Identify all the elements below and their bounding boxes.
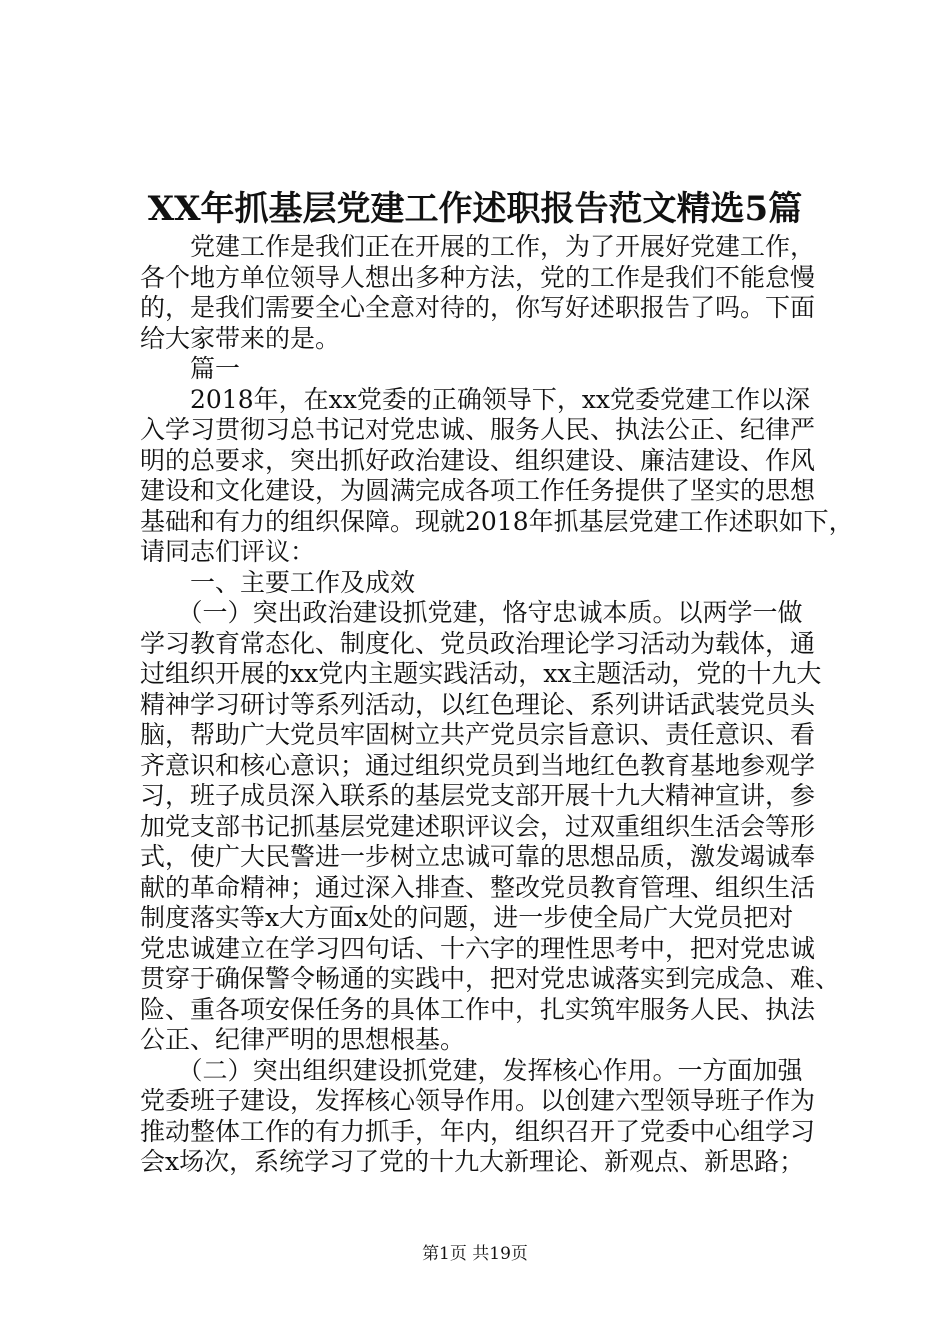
text-line: 险、重各项安保任务的具体工作中，扎实筑牢服务人民、执法: [140, 994, 816, 1024]
text-line: （二）突出组织建设抓党建，发挥核心作用。一方面加强: [140, 1055, 803, 1085]
text-line: 党忠诚建立在学习四句话、十六字的理性思考中，把对党忠诚: [140, 933, 816, 963]
text-line: 篇一: [140, 354, 241, 383]
text-line: 各个地方单位领导人想出多种方法，党的工作是我们不能怠慢: [140, 262, 816, 292]
text-line: 习，班子成员深入联系的基层党支部开展十九大精神宣讲，参: [140, 781, 816, 810]
text-line: 明的总要求，突出抓好政治建设、组织建设、廉洁建设、作风: [140, 445, 816, 475]
text-line: 过组织开展的xx党内主题实践活动，xx主题活动，党的十九大: [140, 659, 822, 688]
text-line: 加党支部书记抓基层党建述职评议会，过双重组织生活会等形: [140, 811, 816, 841]
text-line: 脑，帮助广大党员牢固树立共产党员宗旨意识、责任意识、看: [140, 720, 816, 749]
text-line: 建设和文化建设，为圆满完成各项工作任务提供了坚实的思想: [140, 476, 816, 505]
text-line: 入学习贯彻习总书记对党忠诚、服务人民、执法公正、纪律严: [140, 415, 816, 444]
text-line: 精神学习研讨等系列活动，以红色理论、系列讲话武装党员头: [140, 689, 816, 719]
text-line: 的，是我们需要全心全意对待的，你写好述职报告了吗。下面: [140, 293, 816, 322]
text-line: 公正、纪律严明的思想根基。: [140, 1025, 466, 1054]
text-line: 会x场次，系统学习了党的十九大新理论、新观点、新思路；: [140, 1147, 805, 1176]
text-line: 推动整体工作的有力抓手，年内，组织召开了党委中心组学习: [140, 1116, 816, 1146]
text-line: 请同志们评议：: [140, 537, 316, 566]
text-line: 齐意识和核心意识；通过组织党员到当地红色教育基地参观学: [140, 750, 816, 780]
text-line: 献的革命精神；通过深入排查、整改党员教育管理、组织生活: [140, 872, 816, 902]
text-line: 给大家带来的是。: [140, 323, 341, 353]
text-line: 2018年，在xx党委的正确领导下，xx党委党建工作以深: [140, 384, 811, 414]
text-line: 党建工作是我们正在开展的工作，为了开展好党建工作，: [140, 232, 816, 261]
text-line: 式，使广大民警进一步树立忠诚可靠的思想品质，激发竭诚奉: [140, 842, 816, 871]
text-line: 制度落实等x大方面x处的问题，进一步使全局广大党员把对: [140, 903, 794, 932]
text-line: 贯穿于确保警令畅通的实践中，把对党忠诚落实到完成急、难、: [140, 964, 841, 993]
page-footer: 第1页 共19页: [422, 1244, 528, 1264]
text-line: 学习教育常态化、制度化、党员政治理论学习活动为载体，通: [140, 628, 816, 658]
text-line: 基础和有力的组织保障。现就2018年抓基层党建工作述职如下，: [140, 506, 854, 536]
document-title: XX年抓基层党建工作述职报告范文精选5篇: [147, 189, 803, 229]
document-body: [140, 232, 854, 1178]
text-line: 党委班子建设，发挥核心领导作用。以创建六型领导班子作为: [140, 1086, 816, 1115]
text-line: 一、主要工作及成效: [140, 567, 416, 597]
text-line: （一）突出政治建设抓党建，恪守忠诚本质。以两学一做: [140, 598, 803, 627]
